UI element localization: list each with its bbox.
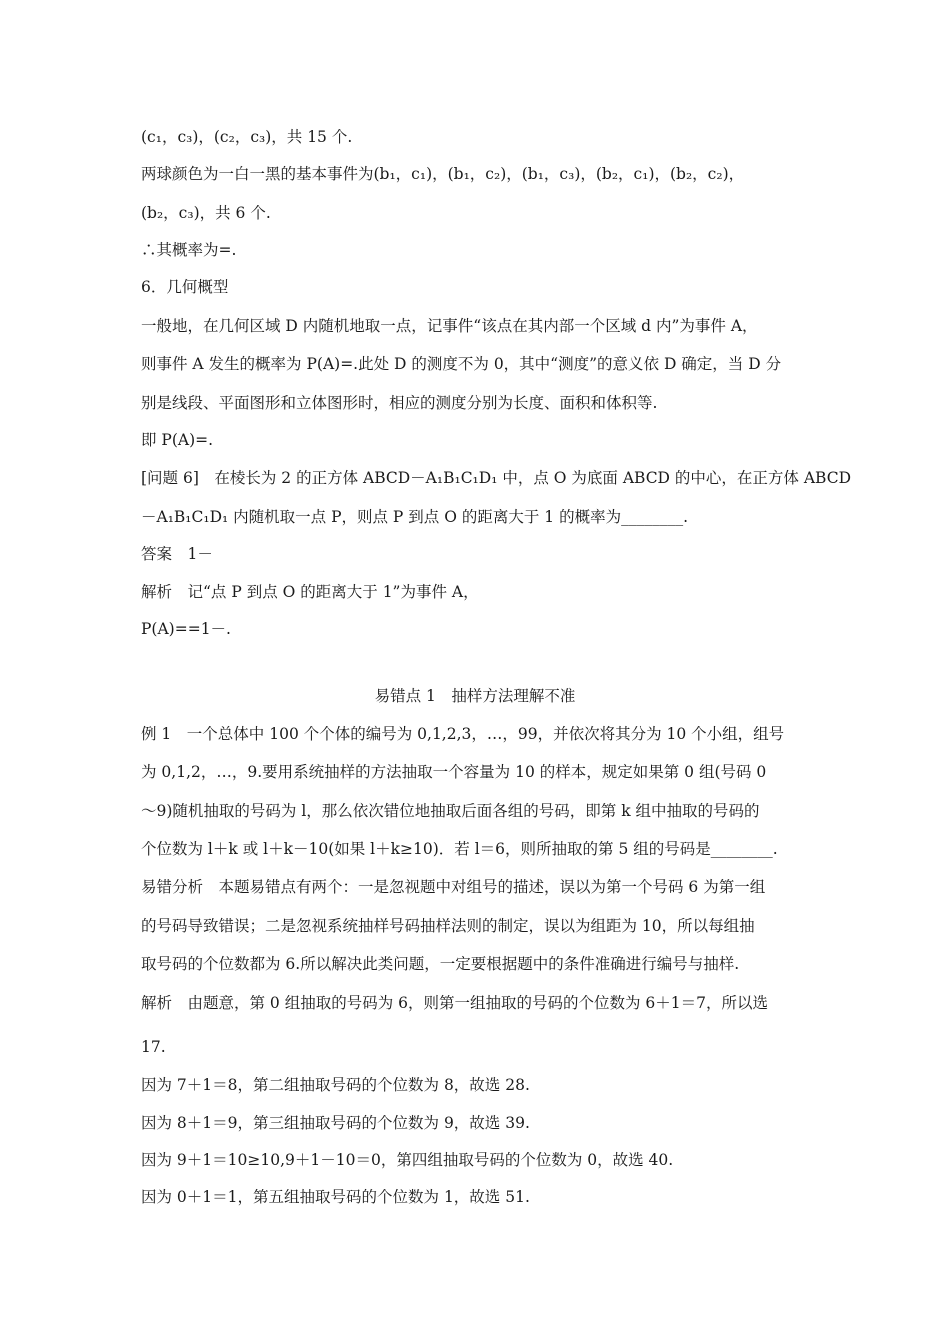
solution-line: 因为 8＋1＝9，第三组抽取号码的个位数为 9，故选 39.: [141, 1114, 530, 1132]
solution-line: 因为 7＋1＝8，第二组抽取号码的个位数为 8，故选 28.: [141, 1076, 530, 1094]
section-heading: 6．几何概型: [141, 278, 229, 296]
solution-line: 因为 0＋1＝1，第五组抽取号码的个位数为 1，故选 51.: [141, 1188, 530, 1206]
answer-line: 答案 1－: [141, 545, 213, 563]
text-line: (c₁，c₃)，(c₂，c₃)，共 15 个.: [141, 128, 353, 146]
solution-line: 因为 9＋1＝10≥10,9＋1－10＝0，第四组抽取号码的个位数为 0，故选 40.: [141, 1151, 674, 1169]
section-title: 易错点 1 抽样方法理解不准: [374, 687, 576, 705]
example-line: 为 0,1,2，…，9.要用系统抽样的方法抽取一个容量为 10 的样本，规定如果第 0 组(号码 0: [141, 763, 767, 781]
example-line: ～9)随机抽取的号码为 l，那么依次错位地抽取后面各组的号码，即第 k 组中抽取的号码的: [141, 802, 760, 820]
text-line: (b₂，c₃)，共 6 个.: [141, 204, 271, 222]
question-line: －A₁B₁C₁D₁ 内随机取一点 P，则点 P 到点 O 的距离大于 1 的概率为________.: [141, 508, 688, 526]
analysis-line: 取号码的个位数都为 6.所以解决此类问题，一定要根据题中的条件准确进行编号与抽样.: [141, 955, 740, 973]
analysis-line: 易错分析 本题易错点有两个：一是忽视题中对组号的描述，误以为第一个号码 6 为第一组: [141, 878, 766, 896]
text-line: 即 P(A)=.: [141, 431, 214, 449]
text-line: 则事件 A 发生的概率为 P(A)=.此处 D 的测度不为 0，其中“测度”的意义依 D 确定，当 D 分: [141, 355, 782, 373]
analysis-line: 的号码导致错误；二是忽视系统抽样号码抽样法则的制定，误以为组距为 10，所以每组抽: [141, 917, 755, 935]
text-line: 两球颜色为一白一黑的基本事件为(b₁，c₁)，(b₁，c₂)，(b₁，c₃)，(b₂，c₁)，(b₂，c₂)，: [141, 165, 745, 183]
solution-line: 17.: [141, 1038, 166, 1056]
text-line: 别是线段、平面图形和立体图形时，相应的测度分别为长度、面积和体积等.: [141, 394, 658, 412]
example-line: 个位数为 l＋k 或 l＋k－10(如果 l＋k≥10)．若 l＝6，则所抽取的第 5 组的号码是________.: [141, 840, 778, 858]
example-line: 例 1 一个总体中 100 个个体的编号为 0,1,2,3，…，99，并依次将其分为 10 个小组，组号: [141, 725, 785, 743]
analysis-line: 解析 记“点 P 到点 O 的距离大于 1”为事件 A，: [141, 583, 479, 601]
solution-line: 解析 由题意，第 0 组抽取的号码为 6，则第一组抽取的号码的个位数为 6＋1＝7，所以选: [141, 994, 769, 1012]
text-line: 一般地，在几何区域 D 内随机地取一点，记事件“该点在其内部一个区域 d 内”为事件 A，: [141, 317, 758, 335]
text-line: P(A)==1－.: [141, 620, 231, 638]
text-line: ∴其概率为=.: [141, 241, 237, 259]
question-line: [问题 6] 在棱长为 2 的正方体 ABCD－A₁B₁C₁D₁ 中，点 O 为底面 ABCD 的中心，在正方体 ABCD: [141, 469, 851, 487]
